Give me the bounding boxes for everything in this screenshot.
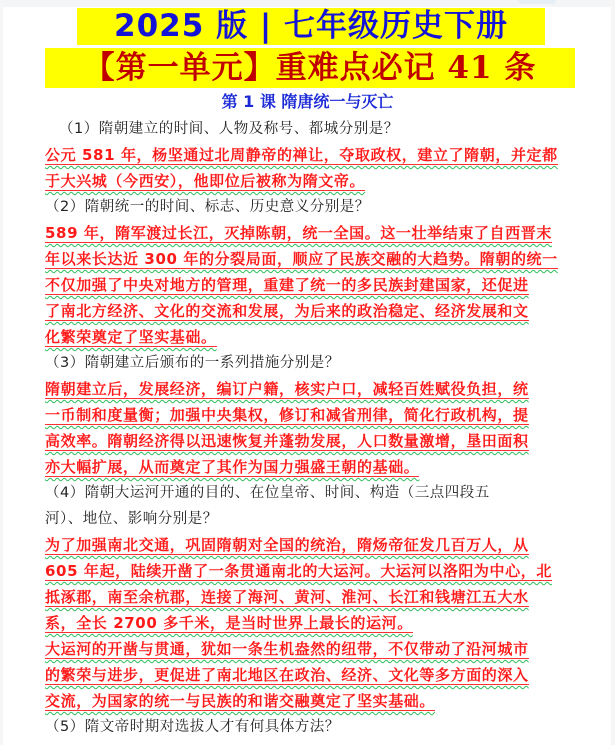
document-body bbox=[45, 116, 580, 740]
answer-line: 589 年，隋军渡过长江，灭掉陈朝，统一全国。这一壮举结束了自西晋末 bbox=[45, 224, 552, 242]
question-4-line-1: （4）隋朝大运河开通的目的、在位皇帝、时间、构造（三点四段五 bbox=[45, 485, 490, 501]
top-bar bbox=[0, 0, 615, 7]
answer-line: 不仅加强了中央对地方的管理，重建了统一的多民族封建国家，还促进 bbox=[45, 276, 529, 294]
question-3: （3）隋朝建立后颁布的一系列措施分别是？ bbox=[45, 355, 340, 371]
answer-line: 大运河的开凿与贯通，犹如一条生机盎然的纽带，不仅带动了沿河城市 bbox=[45, 640, 529, 658]
answer-line: 化繁荣奠定了坚实基础。 bbox=[45, 328, 217, 346]
question-5: （5）隋文帝时期对选拔人才有何具体方法？ bbox=[45, 719, 340, 735]
page-subtitle: 【第一单元】重难点必记 41 条 bbox=[45, 48, 575, 88]
answer-line: 的繁荣与进步，更促进了南北地区在政治、经济、文化等多方面的深入 bbox=[45, 666, 529, 684]
answer-line: 抵涿郡，南至余杭郡，连接了海河、黄河、淮河、长江和钱塘江五大水 bbox=[45, 588, 529, 606]
answer-line: 系，全长 2700 多千米，是当时世界上最长的运河。 bbox=[45, 614, 413, 632]
answer-3 bbox=[45, 376, 580, 480]
answer-1 bbox=[45, 142, 580, 194]
drag-handle[interactable] bbox=[518, 0, 556, 4]
answer-line: 高效率。隋朝经济得以迅速恢复并蓬勃发展，人口数量激增，垦田面积 bbox=[45, 432, 529, 450]
question-1: （1）隋朝建立的时间、人物及称号、都城分别是？ bbox=[59, 121, 399, 137]
page-title: 2025 版 | 七年级历史下册 bbox=[77, 8, 545, 45]
answer-line: 亦大幅扩展，从而奠定了其作为国力强盛王朝的基础。 bbox=[45, 458, 420, 476]
answer-line: 一币制和度量衡；加强中央集权，修订和减省刑律，简化行政机构，提 bbox=[45, 406, 529, 424]
answer-line: 年以来长达近 300 年的分裂局面，顺应了民族交融的大趋势。隋朝的统一 bbox=[45, 250, 558, 268]
answer-4-significance bbox=[45, 636, 580, 714]
answer-4 bbox=[45, 532, 580, 636]
answer-line: 为了加强南北交通，巩固隋朝对全国的统治，隋炀帝征发几百万人，从 bbox=[45, 536, 529, 554]
question-4-line-2: 河）、地位、影响分别是？ bbox=[45, 511, 218, 527]
answer-line: 了南北方经济、文化的交流和发展，为后来的政治稳定、经济发展和文 bbox=[45, 302, 529, 320]
answer-line: 605 年起，陆续开凿了一条贯通南北的大运河。大运河以洛阳为中心，北 bbox=[45, 562, 552, 580]
answer-line: 隋朝建立后，发展经济，编订户籍，核实户口，减轻百姓赋役负担，统 bbox=[45, 380, 529, 398]
answer-2 bbox=[45, 220, 580, 350]
lesson-heading: 第 1 课 隋唐统一与灭亡 bbox=[221, 92, 394, 111]
answer-line: 公元 581 年，杨坚通过北周静帝的禅让，夺取政权，建立了隋朝，并定都 bbox=[45, 146, 558, 164]
question-2: （2）隋朝统一的时间、标志、历史意义分别是？ bbox=[45, 199, 370, 215]
answer-line: 交流，为国家的统一与民族的和谐交融奠定了坚实基础。 bbox=[45, 692, 436, 710]
answer-line: 于大兴城（今西安），他即位后被称为隋文帝。 bbox=[45, 172, 366, 190]
